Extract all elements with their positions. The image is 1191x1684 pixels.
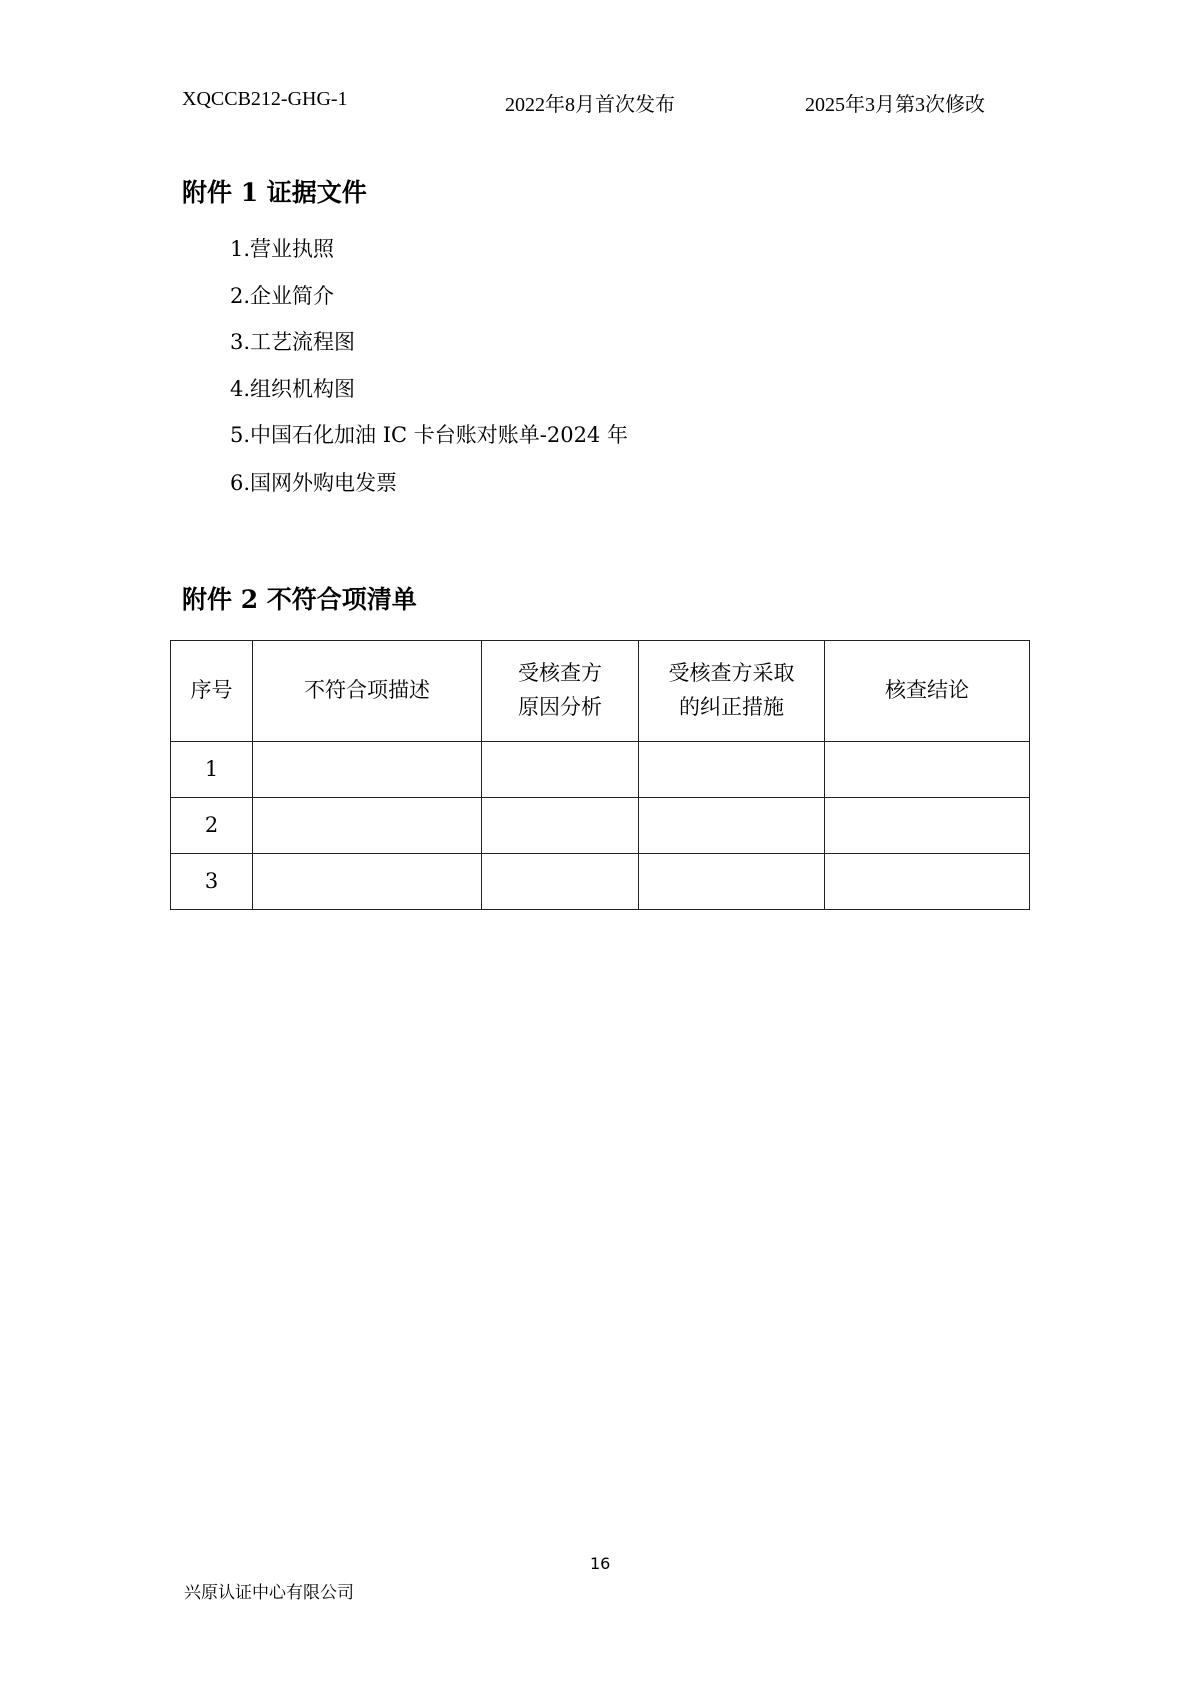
cell-cause [482,742,639,798]
cell-cause [482,798,639,854]
col-header-corrective-action: 受核查方采取 的纠正措施 [639,641,825,742]
cell-conclusion [825,742,1030,798]
table-row [171,798,1030,854]
cell-action [639,742,825,798]
cell-cause [482,854,639,910]
cell-description [253,798,482,854]
appendix2-title: 附件 2 不符合项清单 [182,585,417,614]
col-header-cause-analysis: 受核查方 原因分析 [482,641,639,742]
header-doc-code: XQCCB212-GHG-1 [182,88,348,110]
page-number: 16 [590,1554,611,1573]
evidence-item: 1.营业执照 [230,237,335,261]
evidence-item: 4.组织机构图 [230,377,356,401]
table-header-row [171,641,1030,742]
col-header-conclusion: 核查结论 [825,641,1030,742]
table-row [171,854,1030,910]
cell-conclusion [825,854,1030,910]
nonconformity-table [170,640,1030,910]
cell-action [639,798,825,854]
table-row [171,742,1030,798]
cell-action [639,854,825,910]
cell-description [253,854,482,910]
header-first-release: 2022年8月首次发布 [505,94,675,116]
col-header-description: 不符合项描述 [253,641,482,742]
cell-index: 2 [171,798,253,854]
evidence-item: 3.工艺流程图 [230,330,356,354]
footer-company: 兴原认证中心有限公司 [184,1583,354,1603]
evidence-item: 5.中国石化加油 IC 卡台账对账单-2024 年 [230,423,628,447]
col-header-index: 序号 [171,641,253,742]
cell-conclusion [825,798,1030,854]
appendix1-title: 附件 1 证据文件 [182,178,367,207]
evidence-item: 2.企业简介 [230,284,335,308]
header-revision: 2025年3月第3次修改 [805,94,985,116]
evidence-item: 6.国网外购电发票 [230,471,398,495]
cell-description [253,742,482,798]
cell-index: 3 [171,854,253,910]
cell-index: 1 [171,742,253,798]
